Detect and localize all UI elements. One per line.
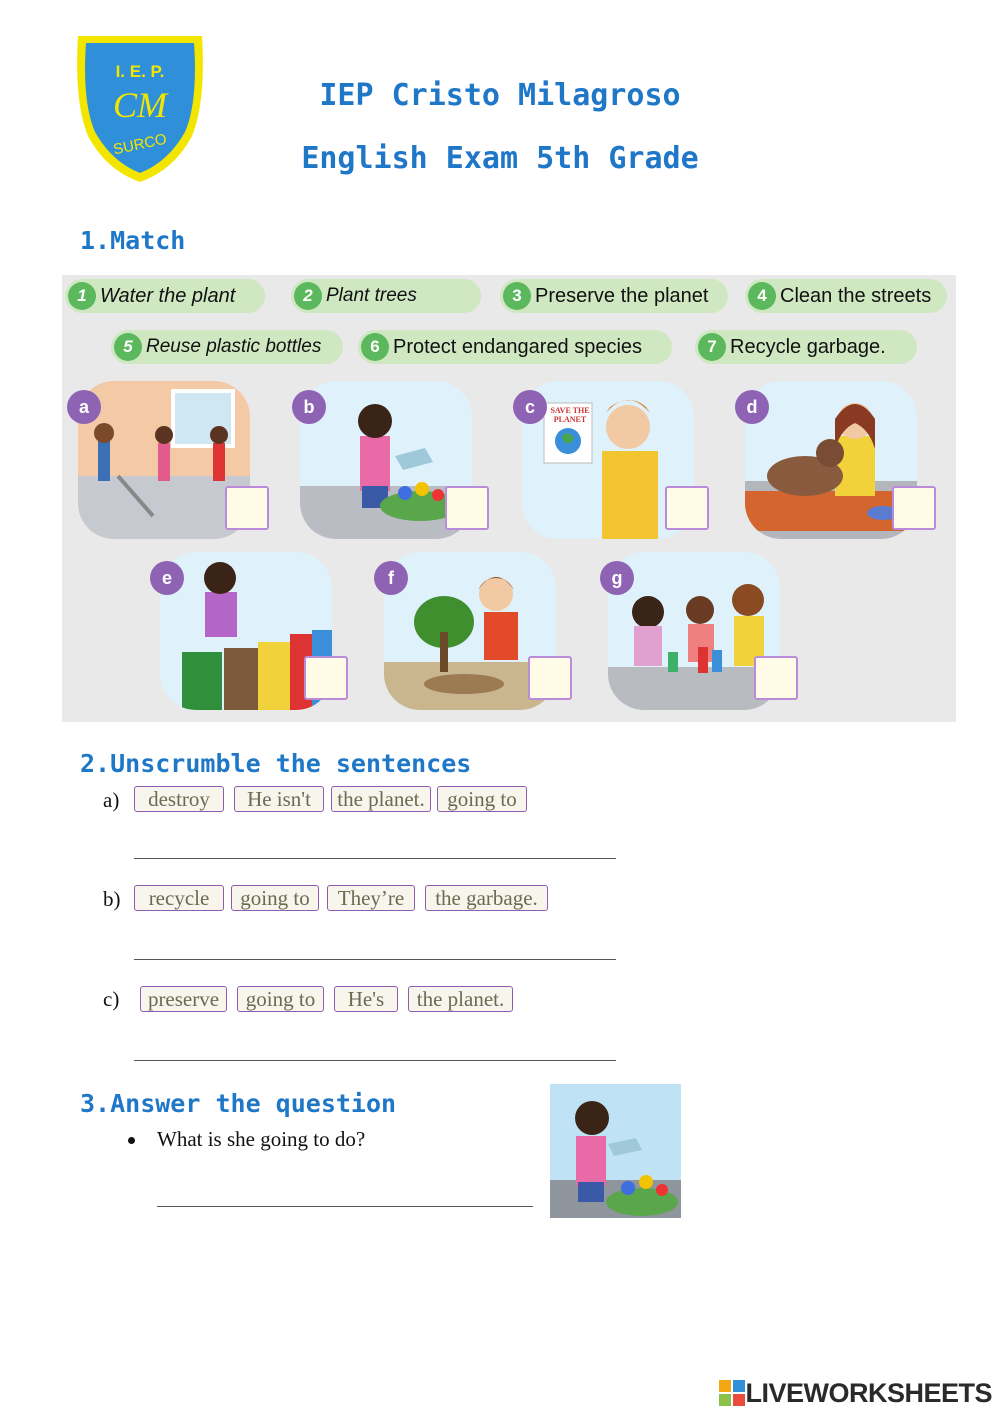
option-number: 5: [114, 333, 142, 361]
question-image-watering-girl: [550, 1084, 681, 1218]
item-label-b: b): [103, 887, 121, 911]
word-chip[interactable]: the garbage.: [425, 885, 548, 911]
letter-badge: f: [374, 561, 408, 595]
option-6: [358, 330, 672, 364]
section2-title: 2.Unscrumble the sentences: [80, 749, 472, 778]
exam-title: English Exam 5th Grade: [301, 141, 699, 176]
option-text: Plant trees: [326, 285, 417, 306]
option-text: Preserve the planet: [535, 284, 709, 307]
option-text: Reuse plastic bottles: [146, 336, 322, 357]
option-text: Clean the streets: [780, 284, 932, 307]
option-number: 7: [698, 333, 726, 361]
poster-text: SAVE THE PLANET: [550, 406, 590, 424]
option-text: Recycle garbage.: [730, 335, 886, 358]
logo-line1: I. E. P.: [115, 62, 165, 81]
school-title: IEP Cristo Milagroso: [319, 78, 681, 113]
answer-box-f[interactable]: [528, 656, 572, 700]
option-3: [500, 279, 728, 313]
letter-badge: a: [67, 390, 101, 424]
word-chip[interactable]: recycle: [134, 885, 224, 911]
word-chip[interactable]: preserve: [140, 986, 227, 1012]
word-chip[interactable]: going to: [437, 786, 527, 812]
option-number: 6: [361, 333, 389, 361]
letter-badge: b: [292, 390, 326, 424]
word-chip[interactable]: He isn't: [234, 786, 324, 812]
logo-line2: SURCO: [111, 130, 169, 159]
section3-title: 3.Answer the question: [80, 1089, 397, 1118]
item-label-a: a): [103, 788, 120, 812]
school-logo: [74, 32, 206, 186]
brand-logo-icon: [719, 1380, 745, 1406]
option-number: 2: [294, 282, 322, 310]
brand-name: LIVEWORKSHEETS: [745, 1377, 992, 1408]
option-text: Protect endangared species: [393, 335, 643, 358]
answer-box-b[interactable]: [445, 486, 489, 530]
bullet-icon: [128, 1137, 135, 1144]
answer-line-c[interactable]: [134, 1060, 616, 1061]
word-chip[interactable]: the planet.: [331, 786, 431, 812]
letter-badge: d: [735, 390, 769, 424]
answer-line-b[interactable]: [134, 959, 616, 960]
match-panel: [62, 275, 956, 722]
section1-title: 1.Match: [80, 226, 186, 255]
option-number: 1: [68, 282, 96, 310]
word-chip[interactable]: destroy: [134, 786, 224, 812]
word-chip[interactable]: going to: [231, 885, 319, 911]
answer-box-d[interactable]: [892, 486, 936, 530]
footer-brand: [719, 1378, 992, 1408]
option-1: [65, 279, 265, 313]
word-chip[interactable]: They’re: [327, 885, 415, 911]
word-chip[interactable]: going to: [237, 986, 324, 1012]
letter-badge: g: [600, 561, 634, 595]
option-text: Water the plant: [100, 284, 236, 307]
logo-monogram: CM: [113, 85, 167, 125]
option-2: [291, 279, 481, 313]
answer-box-a[interactable]: [225, 486, 269, 530]
question-text: What is she going to do?: [157, 1127, 366, 1151]
word-chip[interactable]: He's: [334, 986, 398, 1012]
answer-line-a[interactable]: [134, 858, 616, 859]
option-number: 4: [748, 282, 776, 310]
option-number: 3: [503, 282, 531, 310]
word-chip[interactable]: the planet.: [408, 986, 513, 1012]
item-label-c: c): [103, 987, 120, 1011]
option-7: [695, 330, 917, 364]
answer-box-e[interactable]: [304, 656, 348, 700]
option-4: [745, 279, 947, 313]
answer-box-g[interactable]: [754, 656, 798, 700]
option-5: [111, 330, 343, 364]
letter-badge: c: [513, 390, 547, 424]
letter-badge: e: [150, 561, 184, 595]
answer-box-c[interactable]: [665, 486, 709, 530]
answer-line-question[interactable]: [157, 1206, 533, 1207]
